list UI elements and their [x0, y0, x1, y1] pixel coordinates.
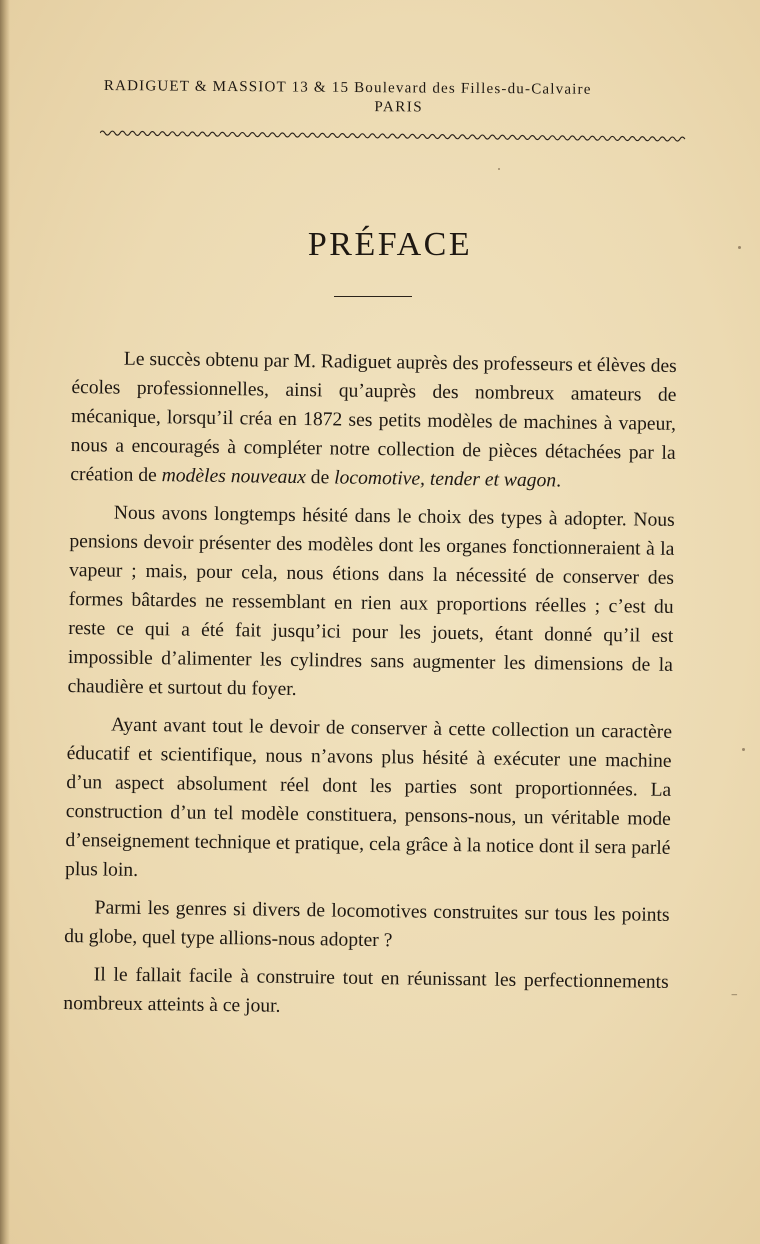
- paragraph-1-connector: de: [305, 467, 335, 489]
- paragraph-2: Nous avons longtemps hésité dans le choix des types à adopter. Nous pensions devoir présenter des modèles dont les organes fonctionneraient à la vapeur ; mais, pour cela, nous étions dans la nécessité de conserver des formes bâtardes ne ressemblant en rien aux proportions réelles ; c’est du reste ce qui a été fait jusqu’ici pour les jouets, étant donné qu’il est impossible d’alimenter les cylindres sans augmenter les dimensions de la chaudière et surtout du foyer.: [67, 502, 675, 700]
- paragraph-1-emphasis-models: modèles nouveaux: [161, 465, 306, 489]
- publisher-address: RADIGUET & MASSIOT 13 & 15 Boulevard des Filles-du-Calvaire: [103, 78, 592, 98]
- paragraph-5: Il le fallait facile à construire tout en réunissant les perfectionnements nombreux atteints à ce jour.: [63, 964, 669, 1017]
- paragraph-1-text: Le succès obtenu par M. Radiguet auprès des professeurs et élèves des écoles professionnelles, ainsi qu’auprès des nombreux amateurs de mécanique, lorsqu’il créa en 1872 ses petits modèles de machines à vapeur, nous a encouragés à compléter notre collection de pièces détachées par la création de: [70, 348, 677, 487]
- paragraph-1-end: .: [556, 470, 562, 492]
- title-underline: [334, 296, 412, 297]
- publisher-city: PARIS: [374, 99, 424, 116]
- page-title: PRÉFACE: [307, 226, 473, 263]
- preface-body: [63, 344, 677, 1035]
- page-spine-shadow: [0, 0, 10, 1244]
- publisher-header: [104, 78, 694, 119]
- paragraph-3: Ayant avant tout le devoir de conserver à cette collection un caractère éducatif et scientifique, nous n’avons plus hésité à exécuter une machine d’un aspect absolument réel dont les parties sont proportionnées. La construction d’un tel modèle constituera, pensons-nous, un véritable mode d’enseignement technique et pratique, cela grâce à la notice dont il sera parlé plus loin.: [64, 714, 673, 881]
- paragraph-4: Parmi les genres si divers de locomotives construites sur tous les points du globe, quel type allions-nous adopter ?: [64, 897, 670, 952]
- paper-fleck: [498, 168, 500, 170]
- paragraph-1-emphasis-rolling-stock: locomotive, tender et wagon: [334, 467, 557, 492]
- paper-fleck: [742, 748, 745, 751]
- paragraph-1: [70, 344, 677, 497]
- wavy-rule: [100, 127, 690, 147]
- margin-pencil-mark: ⁻: [730, 990, 738, 1006]
